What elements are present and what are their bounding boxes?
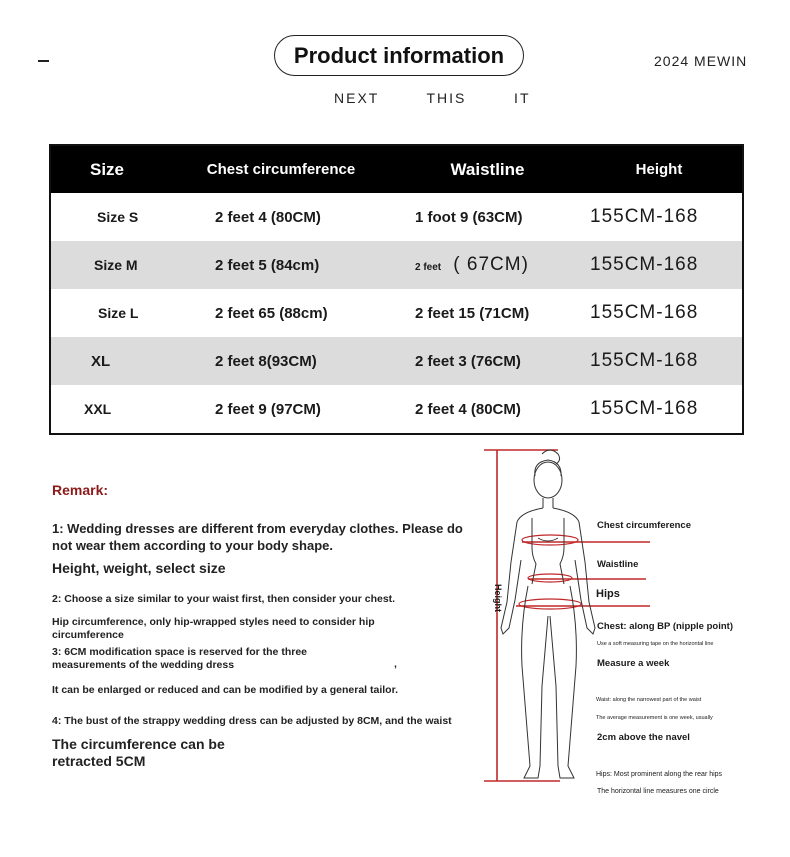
size-cell: Size S [97, 209, 139, 225]
page-title: Product information [274, 35, 524, 76]
remark-note-4b: The circumference can be retracted 5CM [52, 736, 225, 769]
height-cell: 155CM-168 [576, 337, 743, 385]
menu-icon[interactable] [38, 60, 49, 62]
chest-note-small: Use a soft measuring tape on the horizontal line [597, 641, 714, 647]
table-header-row [50, 145, 743, 193]
measurement-figure [480, 448, 770, 808]
table-row [50, 241, 743, 289]
column-header: Height [576, 145, 743, 193]
measure-week-note: Measure a week [597, 658, 670, 669]
chest-cell: 2 feet 65 (88cm) [215, 304, 328, 322]
waist-cell: 1 foot 9 (63CM) [415, 208, 523, 226]
hips-note: Hips: Most prominent along the rear hips [596, 771, 723, 778]
remarks-section [52, 482, 492, 770]
waistline-label: Waistline [597, 559, 639, 570]
column-header: Waistline [399, 145, 576, 193]
waist-note-small: Waist: along the narrowest part of the waist [596, 697, 702, 703]
chest-cell: 2 feet 9 (97CM) [215, 400, 321, 418]
size-cell: XL [50, 337, 163, 385]
remark-note-4: 4: The bust of the strappy wedding dress can be adjusted by 8CM, and the waist [52, 715, 452, 727]
column-header: Size [50, 145, 163, 193]
remark-note-1: 1: Wedding dresses are different from everyday clothes. Please do not wear them according to your body shape. [52, 521, 463, 553]
waist-cell: 2 feet 15 (71CM) [415, 304, 530, 322]
waist-value: ( 67CM) [453, 254, 529, 275]
size-chart-table [49, 144, 744, 435]
table-row [50, 193, 743, 241]
page-subtitle: NEXT THIS IT [334, 90, 531, 106]
chest-label: Chest circumference [597, 520, 691, 531]
remark-title: Remark: [52, 482, 109, 498]
size-cell: Size L [98, 305, 139, 321]
remark-note-2b: Hip circumference, only hip-wrapped styles need to consider hip circumference [52, 616, 375, 641]
chest-cell: 2 feet 8(93CM) [163, 337, 399, 385]
height-cell: 155CM-168 [590, 398, 699, 419]
chest-cell: 2 feet 5 (84cm) [163, 241, 399, 289]
remark-note-3: 3: 6CM modification space is reserved for the three measurements of the wedding dress [52, 646, 307, 671]
navel-note: 2cm above the navel [597, 732, 690, 743]
height-cell: 155CM-168 [590, 206, 699, 227]
remark-note-3-wrap [52, 646, 492, 672]
height-cell: 155CM-168 [590, 302, 699, 323]
remark-note-3-mark: , [394, 658, 397, 670]
height-axis-label: Height [493, 584, 503, 612]
table-row [50, 289, 743, 337]
size-cell: XXL [84, 401, 112, 417]
waist-cell: 2 feet 3 (76CM) [399, 337, 576, 385]
table-row [50, 385, 743, 434]
remark-note-2: 2: Choose a size similar to your waist first, then consider your chest. [52, 593, 396, 605]
hips-label: Hips [596, 588, 620, 600]
circle-note: The horizontal line measures one circle [597, 788, 719, 795]
waist-cell: 2 feet 4 (80CM) [415, 400, 521, 418]
remark-note-3b: It can be enlarged or reduced and can be modified by a general tailor. [52, 684, 399, 696]
waist-cell [399, 241, 576, 289]
size-cell: Size M [50, 241, 163, 289]
remark-note-1b: Height, weight, select size [52, 560, 226, 576]
waist-unit-small: 2 feet [415, 262, 442, 273]
chest-note: Chest: along BP (nipple point) [597, 621, 733, 632]
brand-label: 2024 MEWIN [654, 53, 748, 69]
average-note-small: The average measurement is one week, usually [596, 715, 713, 721]
height-cell: 155CM-168 [576, 241, 743, 289]
column-header: Chest circumference [163, 145, 399, 193]
table-row [50, 337, 743, 385]
chest-cell: 2 feet 4 (80CM) [215, 208, 321, 226]
